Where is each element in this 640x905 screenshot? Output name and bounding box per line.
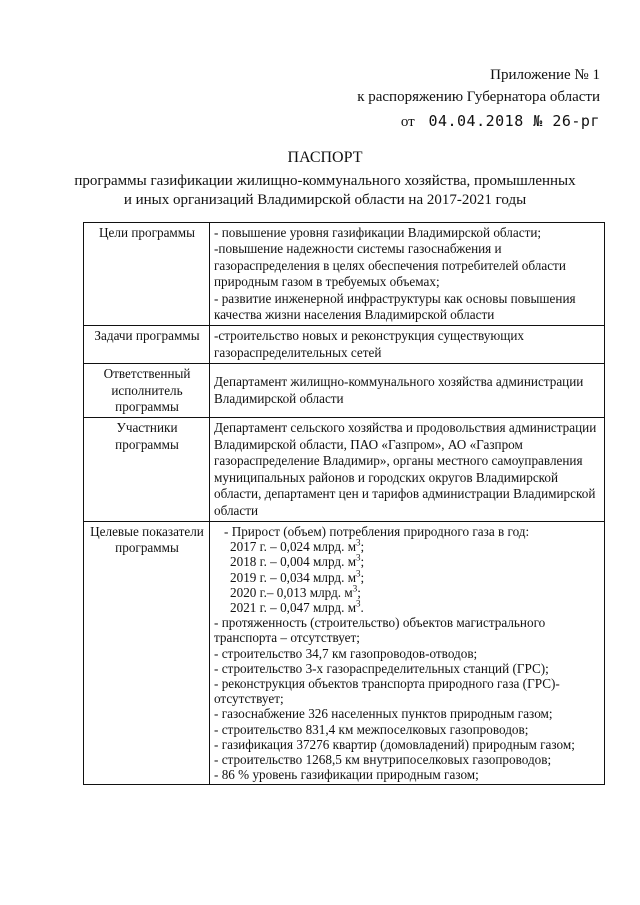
year-end: ; — [360, 554, 365, 570]
order-number: 04.04.2018 № 26-рг — [428, 112, 600, 130]
document-header — [357, 64, 600, 133]
table-row-tasks — [84, 326, 605, 364]
subtitle-line: и иных организаций Владимирской области на 2017-2021 годы — [123, 192, 527, 208]
row-content — [210, 326, 605, 364]
year-item — [214, 539, 601, 554]
list-item: - Прирост (объем) потребления природного газа в год: — [224, 523, 530, 539]
year-value: 2020 г.– 0,013 млрд. м — [230, 584, 353, 600]
list-item: - протяженность (строительство) объектов магистрального транспорта – отсутствует; — [214, 615, 546, 646]
row-label: Задачи программы — [84, 326, 210, 364]
title-block — [60, 148, 590, 210]
list-item: - развитие инженерной инфраструктуры как основы повышения качества жизни населения Владимирской области — [214, 290, 576, 323]
list-item: -повышение надежности системы газоснабжения и газораспределения в целях обеспечения потребителей области природным газом в требуемых объемах; — [214, 241, 566, 290]
list-item: - строительство 831,4 км межпоселковых газопроводов; — [214, 721, 529, 737]
row-label: Участники программы — [84, 418, 210, 521]
table-row-targets — [84, 521, 605, 784]
list-item: - газификация 37276 квартир (домовладений) природным газом; — [214, 736, 575, 752]
year-value: 2021 г. – 0,047 млрд. м — [230, 599, 357, 615]
year-end: ; — [360, 569, 365, 585]
year-end: ; — [357, 584, 361, 600]
list-item: - реконструкция объектов транспорта природного газа (ГРС)- отсутствует; — [214, 675, 560, 707]
row-label: Целевые показатели программы — [84, 521, 210, 784]
row-content — [210, 521, 605, 784]
subtitle-line: программы газификации жилищно-коммунального хозяйства, промышленных — [74, 173, 576, 189]
passport-table — [83, 222, 605, 785]
row-content — [210, 418, 605, 521]
year-end: ; — [360, 539, 365, 555]
table-row-participants — [84, 418, 605, 521]
list-item: - 86 % уровень газификации природным газом; — [214, 767, 479, 783]
table-row-goals — [84, 223, 605, 326]
list-item: Департамент жилищно-коммунального хозяйства администрации Владимирской области — [214, 374, 584, 406]
list-item: - строительство 3-х газораспределительных станций (ГРС); — [214, 660, 549, 676]
year-value: 2018 г. – 0,004 млрд. м — [230, 554, 357, 570]
list-item: - строительство 34,7 км газопроводов-отводов; — [214, 645, 478, 661]
document-title: ПАСПОРТ — [287, 149, 363, 166]
row-label: Ответственный исполнитель программы — [84, 364, 210, 418]
table-row-responsible — [84, 364, 605, 418]
list-item: - повышение уровня газификации Владимирской области; — [214, 225, 542, 240]
year-item — [214, 585, 601, 600]
row-content — [210, 364, 605, 418]
row-content — [210, 223, 605, 326]
document-subtitle — [60, 172, 590, 210]
appendix-label: Приложение № 1 — [490, 67, 600, 83]
order-date-line — [357, 110, 600, 133]
list-item: -строительство новых и реконструкция существующих газораспределительных сетей — [214, 328, 525, 360]
year-item — [214, 600, 601, 615]
list-item: Департамент сельского хозяйства и продовольствия администрации Владимирской области, ПАО «Газпром», АО «Газпром газораспределение Владимир», органы местного самоуправления муниципальных районов и городских округов Владимирской области, департамент цен и тарифов администрации Владимирской области — [214, 420, 597, 518]
unit-sup: 3 — [356, 552, 361, 563]
unit-sup: 3 — [356, 568, 361, 579]
from-label: от — [400, 114, 415, 130]
year-end: . — [360, 599, 364, 615]
unit-sup: 3 — [352, 583, 358, 594]
year-value: 2019 г. – 0,034 млрд. м — [230, 569, 357, 585]
unit-sup: 3 — [356, 598, 361, 609]
list-item: - строительство 1268,5 км внутрипоселковых газопроводов; — [214, 751, 552, 767]
list-item: - газоснабжение 326 населенных пунктов природным газом; — [214, 706, 553, 722]
order-reference: к распоряжению Губернатора области — [357, 89, 600, 105]
year-value: 2017 г. – 0,024 млрд. м — [230, 539, 357, 555]
row-label: Цели программы — [84, 223, 210, 326]
year-item — [214, 570, 601, 585]
year-item — [214, 554, 601, 569]
unit-sup: 3 — [356, 537, 361, 548]
